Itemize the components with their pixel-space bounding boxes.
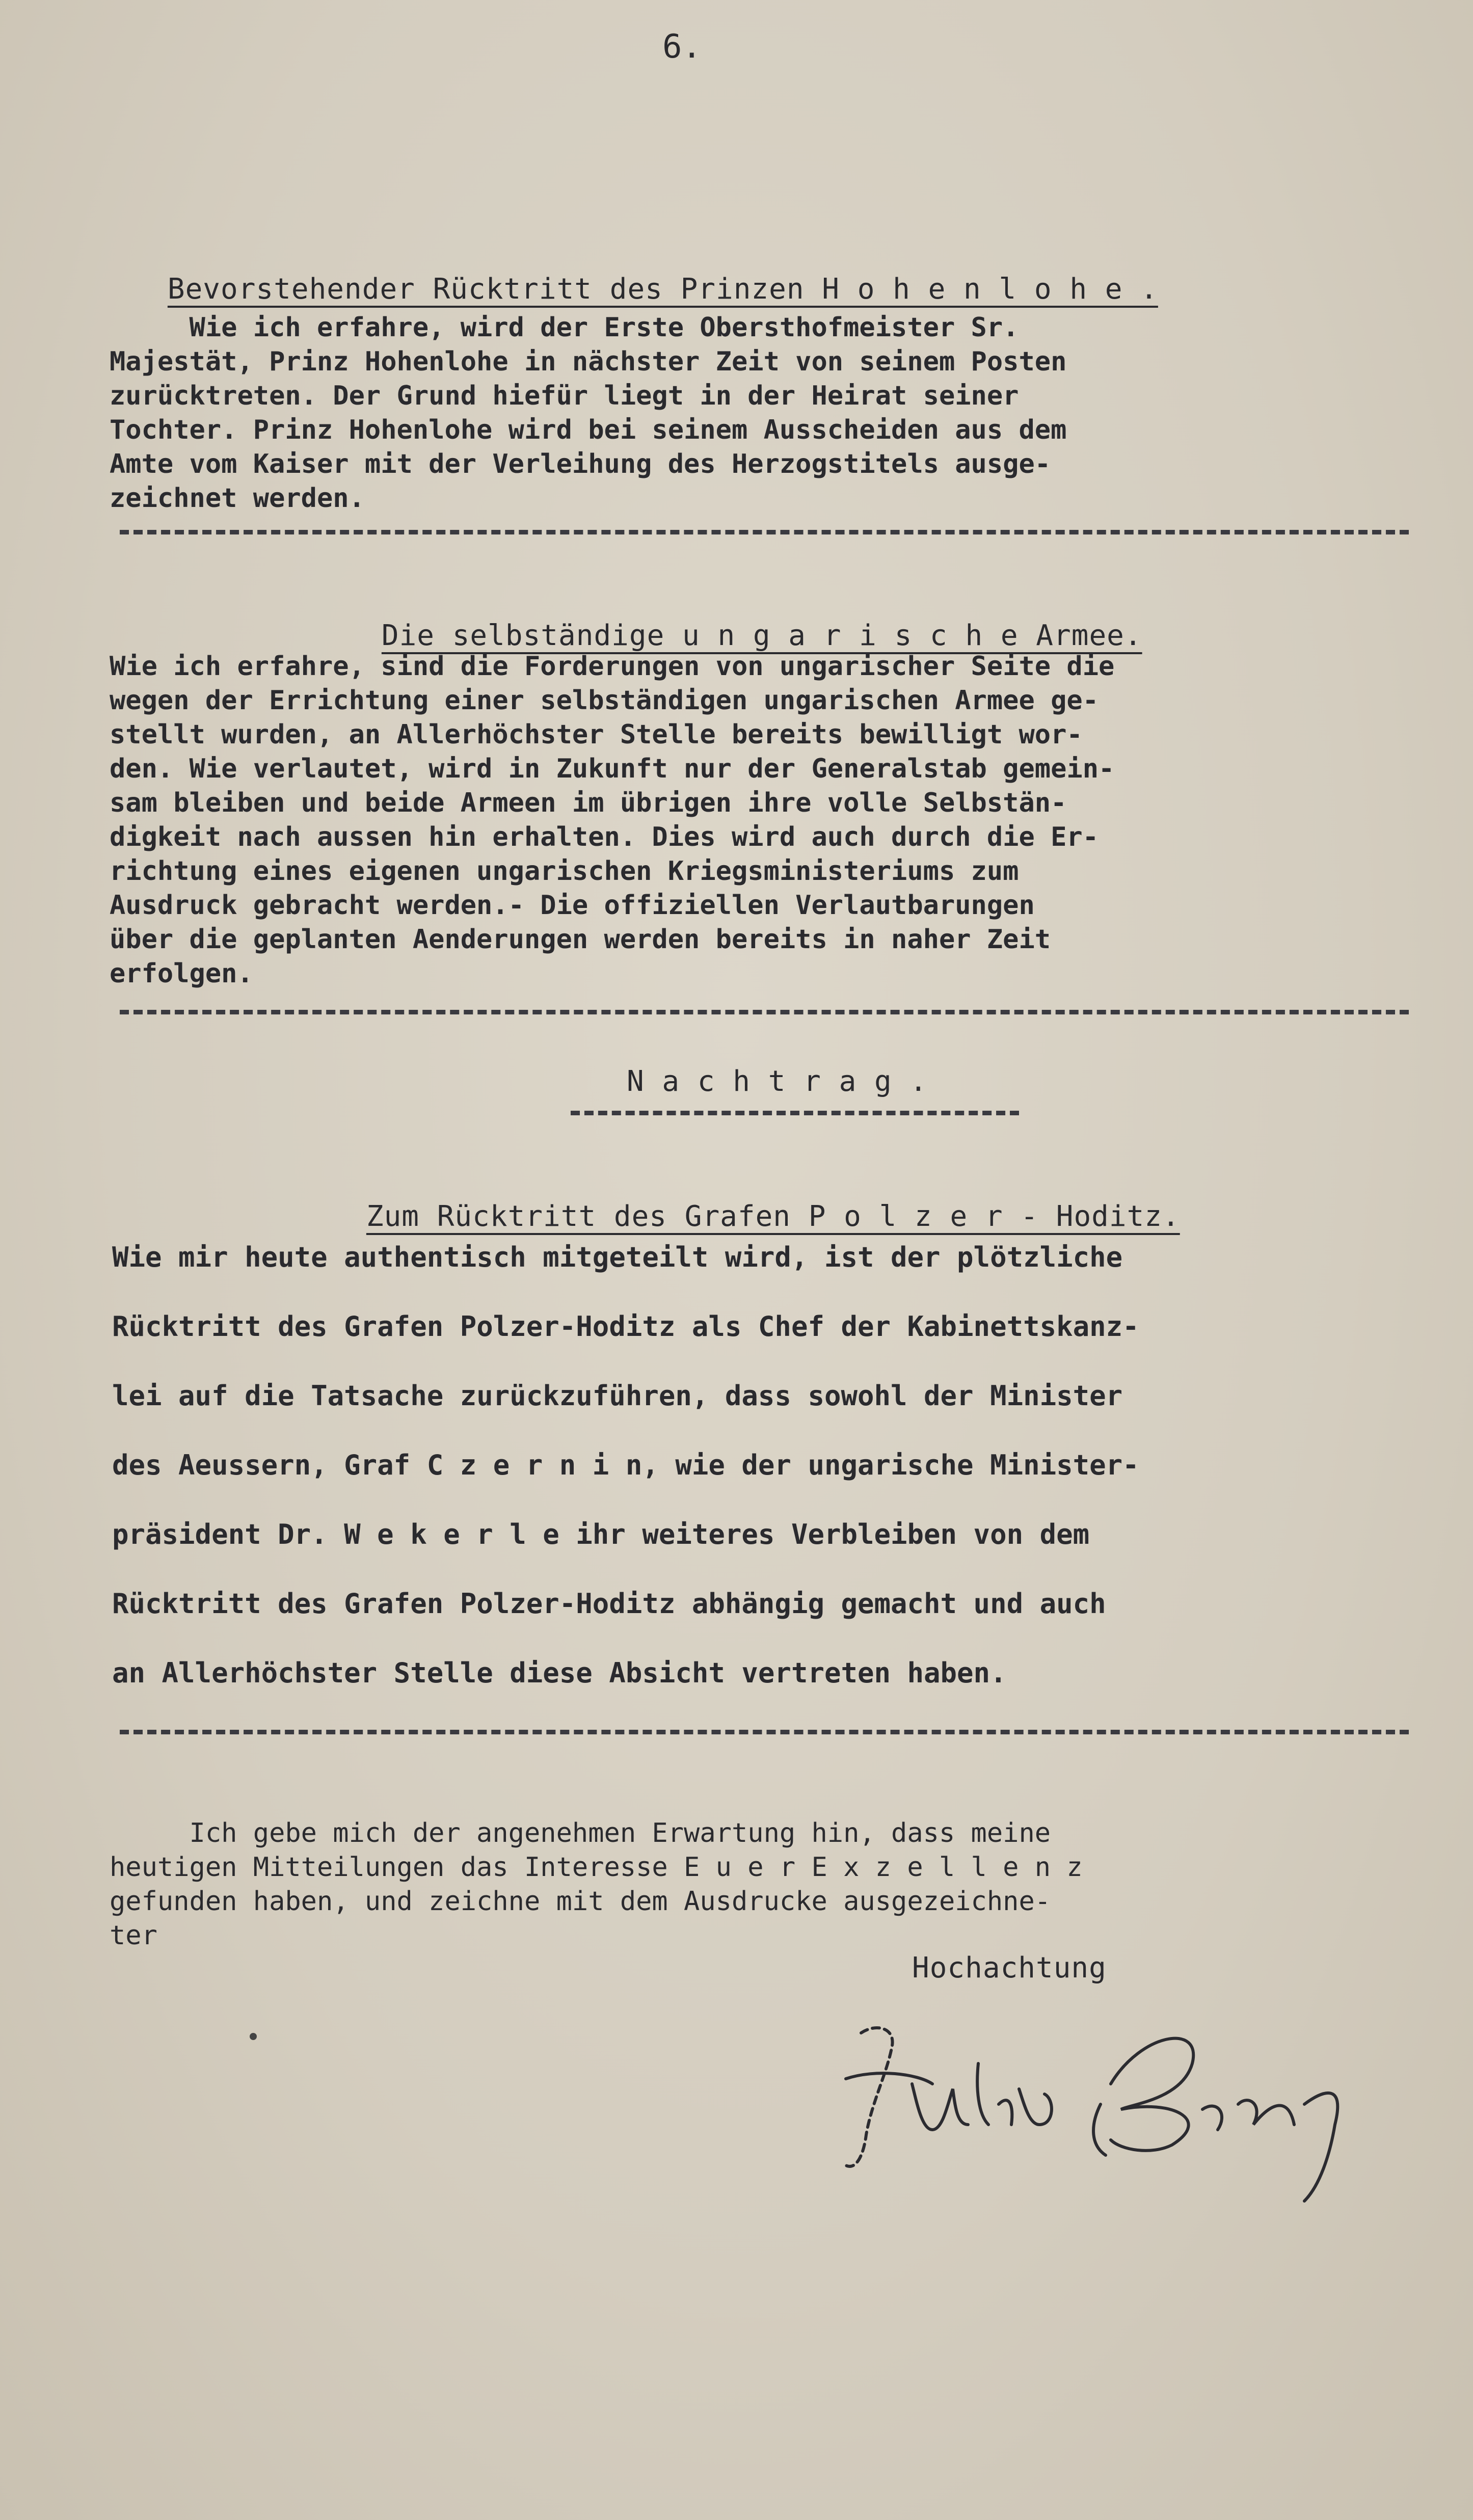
- text-line: Majestät, Prinz Hohenlohe in nächster Zeit von seinem Posten: [110, 346, 1067, 377]
- text-line: des Aeussern, Graf C z e r n i n, wie der ungarische Minister-: [112, 1449, 1139, 1481]
- ink-dot: [250, 2033, 257, 2040]
- text-line: Ich gebe mich der angenehmen Erwartung hin, dass meine: [110, 1818, 1051, 1848]
- section-body-hohenlohe: [110, 311, 1414, 516]
- text-line: heutigen Mitteilungen das Interesse E u e r E x z e l l e n z: [110, 1852, 1083, 1883]
- text-line: digkeit nach aussen hin erhalten. Dies wird auch durch die Er-: [110, 822, 1099, 852]
- text-line: Wie ich erfahre, wird der Erste Obersthofmeister Sr.: [110, 312, 1019, 343]
- text-line: lei auf die Tatsache zurückzuführen, dass sowohl der Minister: [112, 1380, 1123, 1412]
- text-line: erfolgen.: [110, 958, 253, 989]
- section-heading-polzer: Zum Rücktritt des Grafen P o l z e r - Hoditz.: [366, 1200, 1180, 1233]
- text-line: zurücktreten. Der Grund hiefür liegt in der Heirat seiner: [110, 381, 1019, 411]
- dashed-divider: [120, 530, 1409, 534]
- text-line: sam bleiben und beide Armeen im übrigen ihre volle Selbstän-: [110, 788, 1067, 818]
- text-line: Wie ich erfahre, sind die Forderungen von ungarischer Seite die: [110, 651, 1115, 682]
- dashed-divider: [120, 1010, 1409, 1014]
- section-heading-armee: Die selbständige u n g a r i s c h e Armee.: [381, 619, 1142, 652]
- section-body-polzer: [112, 1223, 1416, 1708]
- text-line: Ausdruck gebracht werden.- Die offiziellen Verlautbarungen: [110, 890, 1035, 921]
- handwritten-signature: [815, 2002, 1376, 2216]
- text-line: Amte vom Kaiser mit der Verleihung des Herzogstitels ausge-: [110, 449, 1051, 479]
- text-line: an Allerhöchster Stelle diese Absicht vertreten haben.: [112, 1657, 1007, 1689]
- text-line: richtung eines eigenen ungarischen Kriegsministeriums zum: [110, 856, 1019, 887]
- text-line: gefunden haben, und zeichne mit dem Ausdrucke ausgezeichne-: [110, 1886, 1051, 1917]
- closing-paragraph: [110, 1816, 1414, 1953]
- text-line: zeichnet werden.: [110, 483, 365, 514]
- text-line: Tochter. Prinz Hohenlohe wird bei seinem Ausscheiden aus dem: [110, 415, 1067, 445]
- text-line: über die geplanten Aenderungen werden bereits in naher Zeit: [110, 924, 1051, 955]
- page-number: 6.: [662, 28, 702, 66]
- text-line: stellt wurden, an Allerhöchster Stelle bereits bewilligt wor-: [110, 719, 1083, 750]
- dashed-divider: [571, 1111, 1019, 1115]
- text-line: wegen der Errichtung einer selbständigen ungarischen Armee ge-: [110, 685, 1099, 716]
- text-line: Rücktritt des Grafen Polzer-Hoditz als Chef der Kabinettskanz-: [112, 1310, 1139, 1343]
- text-line: Wie mir heute authentisch mitgeteilt wird, ist der plötzliche: [112, 1241, 1123, 1273]
- salutation: Hochachtung: [912, 1951, 1107, 1985]
- section-heading-hohenlohe: Bevorstehender Rücktritt des Prinzen H o h e n l o h e .: [167, 273, 1158, 306]
- dashed-divider: [120, 1730, 1409, 1734]
- text-line: ter: [110, 1920, 157, 1951]
- section-body-armee: [110, 650, 1414, 991]
- text-line: präsident Dr. W e k e r l e ihr weiteres Verbleiben von dem: [112, 1518, 1090, 1550]
- nachtrag-title: N a c h t r a g .: [627, 1065, 928, 1098]
- text-line: Rücktritt des Grafen Polzer-Hoditz abhängig gemacht und auch: [112, 1588, 1106, 1620]
- text-line: den. Wie verlautet, wird in Zukunft nur der Generalstab gemein-: [110, 754, 1115, 784]
